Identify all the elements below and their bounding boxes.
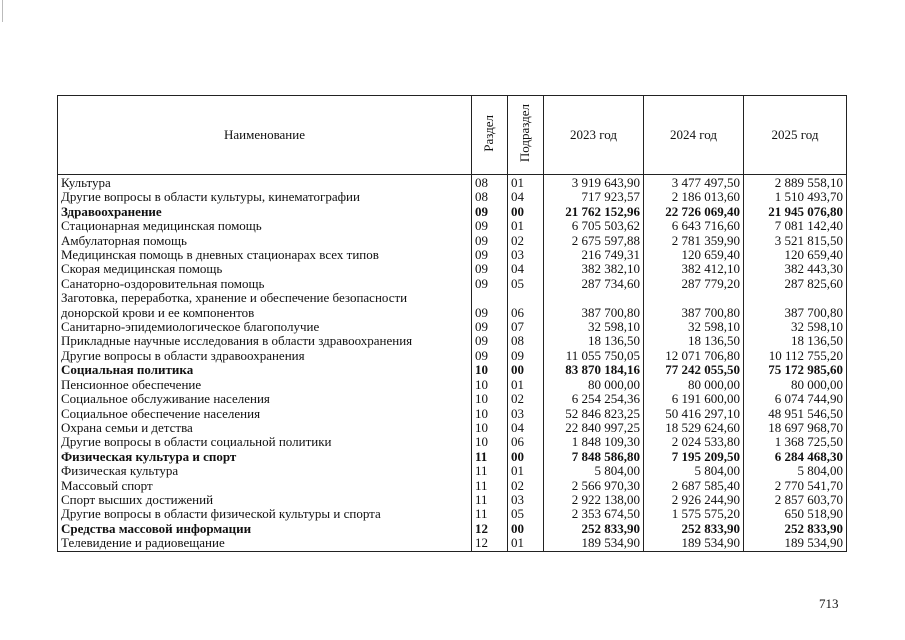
- cell-section: 09: [472, 334, 508, 348]
- cell-section: 11: [472, 464, 508, 478]
- cell-subsection: 00: [508, 205, 544, 219]
- cell-subsection: 03: [508, 493, 544, 507]
- cell-2024: 120 659,40: [644, 248, 744, 262]
- cell-subsection: 06: [508, 291, 544, 320]
- cell-2023: 18 136,50: [544, 334, 644, 348]
- cell-subsection: 06: [508, 435, 544, 449]
- cell-2025: 3 521 815,50: [744, 234, 847, 248]
- cell-section: 10: [472, 392, 508, 406]
- cell-name: Социальное обеспечение населения: [58, 407, 472, 421]
- header-2023: 2023 год: [544, 96, 644, 175]
- cell-subsection: 00: [508, 363, 544, 377]
- cell-name: Массовый спорт: [58, 479, 472, 493]
- cell-2023: 52 846 823,25: [544, 407, 644, 421]
- cell-2024: 12 071 706,80: [644, 349, 744, 363]
- table-row: [58, 493, 847, 507]
- cell-2025: 382 443,30: [744, 262, 847, 276]
- cell-2024: 387 700,80: [644, 291, 744, 320]
- table-row: [58, 248, 847, 262]
- table-row: [58, 536, 847, 551]
- cell-section: 11: [472, 493, 508, 507]
- cell-2023: 382 382,10: [544, 262, 644, 276]
- cell-subsection: 05: [508, 277, 544, 291]
- header-2025: 2025 год: [744, 96, 847, 175]
- cell-subsection: 02: [508, 479, 544, 493]
- cell-2024: 2 926 244,90: [644, 493, 744, 507]
- cell-section: 10: [472, 363, 508, 377]
- cell-name: Другие вопросы в области физической культуры и спорта: [58, 507, 472, 521]
- header-subsection-label: Подраздел: [517, 104, 533, 163]
- cell-2024: 2 781 359,90: [644, 234, 744, 248]
- cell-name: Здравоохранение: [58, 205, 472, 219]
- table-row: [58, 507, 847, 521]
- cell-section: 10: [472, 435, 508, 449]
- cell-2023: 2 675 597,88: [544, 234, 644, 248]
- cell-2023: 11 055 750,05: [544, 349, 644, 363]
- cell-section: 09: [472, 262, 508, 276]
- cell-2025: 252 833,90: [744, 522, 847, 536]
- table-row: [58, 407, 847, 421]
- page-edge-mark: [2, 0, 3, 22]
- cell-name: Амбулаторная помощь: [58, 234, 472, 248]
- cell-name: Другие вопросы в области культуры, кинематографии: [58, 190, 472, 204]
- cell-subsection: 07: [508, 320, 544, 334]
- cell-2023: 287 734,60: [544, 277, 644, 291]
- cell-section: 09: [472, 234, 508, 248]
- cell-name: Социальное обслуживание населения: [58, 392, 472, 406]
- table-row: [58, 291, 847, 320]
- cell-name: Заготовка, переработка, хранение и обеспечение безопасности донорской крови и ее компонентов: [58, 291, 472, 320]
- table-row: [58, 349, 847, 363]
- table-row: [58, 320, 847, 334]
- cell-2025: 120 659,40: [744, 248, 847, 262]
- cell-2024: 2 186 013,60: [644, 190, 744, 204]
- page-number: 713: [819, 596, 839, 611]
- cell-2025: 189 534,90: [744, 536, 847, 551]
- cell-subsection: 01: [508, 175, 544, 191]
- cell-2025: 1 368 725,50: [744, 435, 847, 449]
- cell-subsection: 01: [508, 464, 544, 478]
- cell-section: 09: [472, 277, 508, 291]
- cell-2023: 1 848 109,30: [544, 435, 644, 449]
- cell-2025: 32 598,10: [744, 320, 847, 334]
- cell-name: Другие вопросы в области здравоохранения: [58, 349, 472, 363]
- cell-subsection: 01: [508, 219, 544, 233]
- table-row: [58, 450, 847, 464]
- header-section-label: Раздел: [481, 114, 497, 152]
- cell-subsection: 04: [508, 262, 544, 276]
- cell-2024: 80 000,00: [644, 378, 744, 392]
- table-row: [58, 392, 847, 406]
- cell-2025: 2 857 603,70: [744, 493, 847, 507]
- cell-section: 10: [472, 407, 508, 421]
- cell-2023: 6 705 503,62: [544, 219, 644, 233]
- cell-subsection: 02: [508, 234, 544, 248]
- cell-section: 11: [472, 450, 508, 464]
- cell-2023: 2 922 138,00: [544, 493, 644, 507]
- table-header-row: [58, 96, 847, 175]
- table-row: [58, 378, 847, 392]
- cell-subsection: 09: [508, 349, 544, 363]
- cell-2024: 3 477 497,50: [644, 175, 744, 191]
- cell-subsection: 03: [508, 248, 544, 262]
- cell-2025: 5 804,00: [744, 464, 847, 478]
- cell-section: 11: [472, 479, 508, 493]
- cell-name: Другие вопросы в области социальной политики: [58, 435, 472, 449]
- cell-2025: 2 770 541,70: [744, 479, 847, 493]
- cell-2025: 650 518,90: [744, 507, 847, 521]
- cell-section: 09: [472, 205, 508, 219]
- cell-2024: 6 191 600,00: [644, 392, 744, 406]
- cell-2025: 21 945 076,80: [744, 205, 847, 219]
- cell-2023: 83 870 184,16: [544, 363, 644, 377]
- cell-2024: 252 833,90: [644, 522, 744, 536]
- cell-2024: 18 136,50: [644, 334, 744, 348]
- cell-2024: 7 195 209,50: [644, 450, 744, 464]
- cell-2023: 5 804,00: [544, 464, 644, 478]
- cell-2025: 48 951 546,50: [744, 407, 847, 421]
- cell-2024: 189 534,90: [644, 536, 744, 551]
- cell-section: 09: [472, 219, 508, 233]
- cell-2024: 287 779,20: [644, 277, 744, 291]
- cell-section: 08: [472, 175, 508, 191]
- cell-subsection: 02: [508, 392, 544, 406]
- cell-2025: 387 700,80: [744, 291, 847, 320]
- cell-2023: 2 566 970,30: [544, 479, 644, 493]
- cell-2023: 3 919 643,90: [544, 175, 644, 191]
- cell-2025: 75 172 985,60: [744, 363, 847, 377]
- cell-subsection: 05: [508, 507, 544, 521]
- cell-section: 09: [472, 248, 508, 262]
- cell-section: 09: [472, 320, 508, 334]
- cell-2023: 7 848 586,80: [544, 450, 644, 464]
- cell-name: Скорая медицинская помощь: [58, 262, 472, 276]
- header-2024: 2024 год: [644, 96, 744, 175]
- cell-2025: 18 697 968,70: [744, 421, 847, 435]
- table-body: [58, 175, 847, 552]
- cell-2024: 50 416 297,10: [644, 407, 744, 421]
- table-row: [58, 464, 847, 478]
- table-row: [58, 205, 847, 219]
- cell-2024: 32 598,10: [644, 320, 744, 334]
- table-row: [58, 435, 847, 449]
- cell-name: Телевидение и радиовещание: [58, 536, 472, 551]
- cell-section: 11: [472, 507, 508, 521]
- cell-subsection: 04: [508, 190, 544, 204]
- cell-2025: 287 825,60: [744, 277, 847, 291]
- cell-subsection: 00: [508, 522, 544, 536]
- cell-2023: 6 254 254,36: [544, 392, 644, 406]
- cell-section: 09: [472, 349, 508, 363]
- table-row: [58, 522, 847, 536]
- cell-2023: 717 923,57: [544, 190, 644, 204]
- table-row: [58, 479, 847, 493]
- cell-name: Санаторно-оздоровительная помощь: [58, 277, 472, 291]
- cell-2025: 7 081 142,40: [744, 219, 847, 233]
- cell-section: 09: [472, 291, 508, 320]
- cell-2025: 18 136,50: [744, 334, 847, 348]
- header-section: [472, 96, 508, 175]
- cell-name: Стационарная медицинская помощь: [58, 219, 472, 233]
- cell-name: Спорт высших достижений: [58, 493, 472, 507]
- cell-2025: 6 284 468,30: [744, 450, 847, 464]
- cell-subsection: 01: [508, 378, 544, 392]
- cell-section: 08: [472, 190, 508, 204]
- cell-2025: 2 889 558,10: [744, 175, 847, 191]
- table-row: [58, 262, 847, 276]
- budget-table: [57, 95, 847, 552]
- cell-name: Пенсионное обеспечение: [58, 378, 472, 392]
- cell-2025: 80 000,00: [744, 378, 847, 392]
- cell-2024: 2 024 533,80: [644, 435, 744, 449]
- cell-name: Средства массовой информации: [58, 522, 472, 536]
- cell-2023: 252 833,90: [544, 522, 644, 536]
- table-row: [58, 175, 847, 191]
- cell-section: 12: [472, 522, 508, 536]
- cell-2023: 216 749,31: [544, 248, 644, 262]
- cell-2025: 6 074 744,90: [744, 392, 847, 406]
- cell-section: 10: [472, 378, 508, 392]
- table-row: [58, 190, 847, 204]
- table-row: [58, 363, 847, 377]
- cell-2025: 1 510 493,70: [744, 190, 847, 204]
- cell-2023: 32 598,10: [544, 320, 644, 334]
- cell-subsection: 03: [508, 407, 544, 421]
- cell-subsection: 08: [508, 334, 544, 348]
- table-row: [58, 421, 847, 435]
- cell-section: 12: [472, 536, 508, 551]
- cell-2023: 22 840 997,25: [544, 421, 644, 435]
- cell-2024: 2 687 585,40: [644, 479, 744, 493]
- cell-section: 10: [472, 421, 508, 435]
- header-name: Наименование: [58, 96, 472, 175]
- cell-name: Физическая культура: [58, 464, 472, 478]
- cell-subsection: 00: [508, 450, 544, 464]
- table-row: [58, 219, 847, 233]
- cell-2023: 189 534,90: [544, 536, 644, 551]
- cell-2024: 5 804,00: [644, 464, 744, 478]
- cell-name: Культура: [58, 175, 472, 191]
- cell-2025: 10 112 755,20: [744, 349, 847, 363]
- cell-2023: 21 762 152,96: [544, 205, 644, 219]
- table-row: [58, 234, 847, 248]
- cell-name: Медицинская помощь в дневных стационарах всех типов: [58, 248, 472, 262]
- cell-2024: 22 726 069,40: [644, 205, 744, 219]
- table-row: [58, 277, 847, 291]
- cell-2023: 2 353 674,50: [544, 507, 644, 521]
- cell-2024: 1 575 575,20: [644, 507, 744, 521]
- table-row: [58, 334, 847, 348]
- cell-name: Прикладные научные исследования в области здравоохранения: [58, 334, 472, 348]
- cell-2023: 387 700,80: [544, 291, 644, 320]
- cell-2024: 18 529 624,60: [644, 421, 744, 435]
- header-subsection: [508, 96, 544, 175]
- cell-2024: 77 242 055,50: [644, 363, 744, 377]
- cell-name: Физическая культура и спорт: [58, 450, 472, 464]
- cell-2024: 382 412,10: [644, 262, 744, 276]
- cell-name: Социальная политика: [58, 363, 472, 377]
- cell-2023: 80 000,00: [544, 378, 644, 392]
- cell-2024: 6 643 716,60: [644, 219, 744, 233]
- cell-subsection: 04: [508, 421, 544, 435]
- cell-name: Санитарно-эпидемиологическое благополучие: [58, 320, 472, 334]
- cell-subsection: 01: [508, 536, 544, 551]
- cell-name: Охрана семьи и детства: [58, 421, 472, 435]
